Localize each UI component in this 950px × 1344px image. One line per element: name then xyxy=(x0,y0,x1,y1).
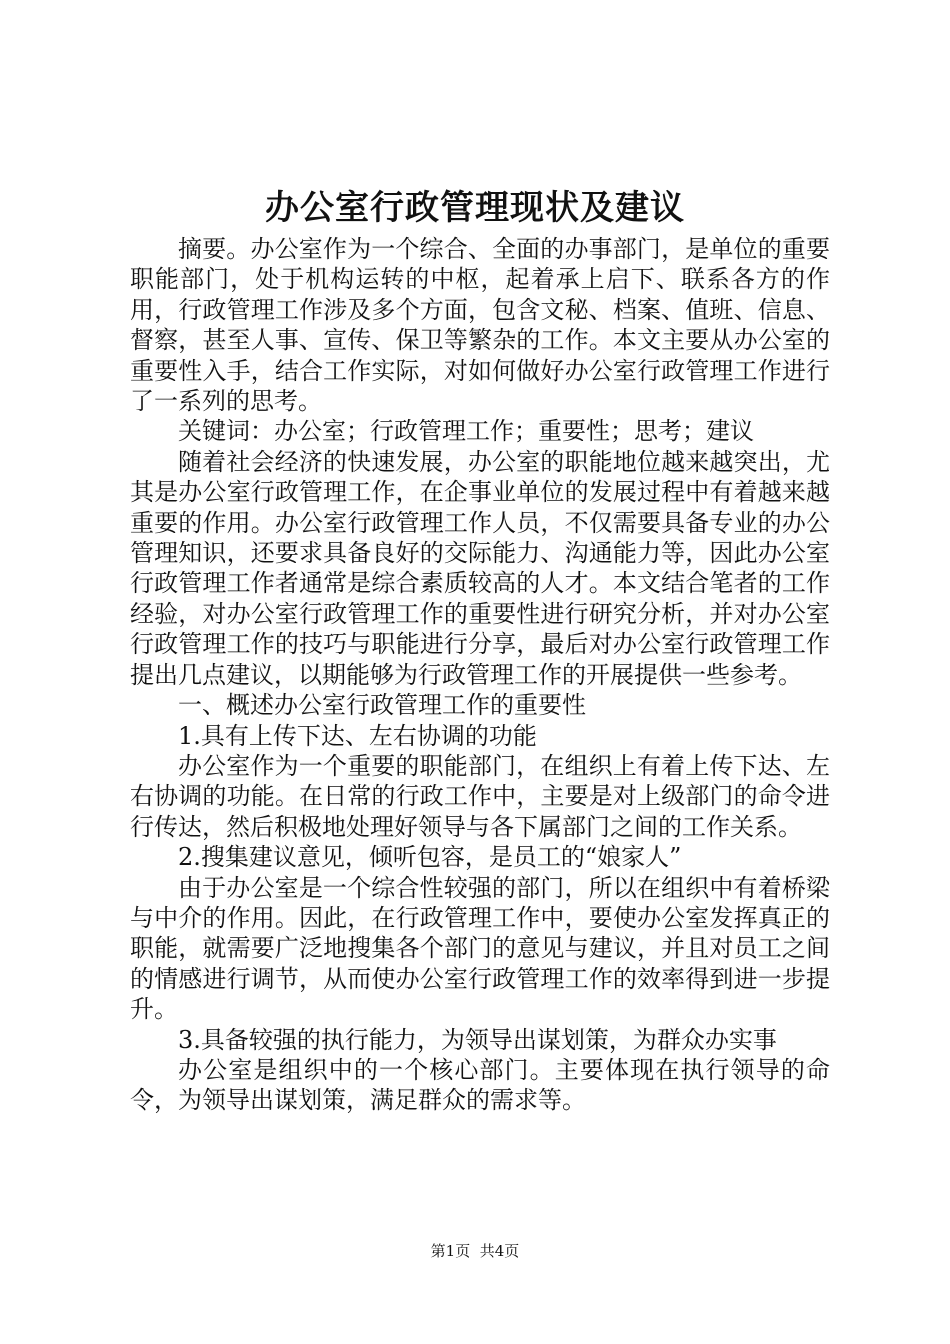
intro-paragraph: 随着社会经济的快速发展，办公室的职能地位越来越突出，尤其是办公室行政管理工作，在企事业单位的发展过程中有着越来越重要的作用。办公室行政管理工作人员，不仅需要具备专业的办公管理知识，还要求具备良好的交际能力、沟通能力等，因此办公室行政管理工作者通常是综合素质较高的人才。本文结合笔者的工作经验，对办公室行政管理工作的重要性进行研究分析，并对办公室行政管理工作的技巧与职能进行分享，最后对办公室行政管理工作提出几点建议，以期能够为行政管理工作的开展提供一些参考。 xyxy=(130,447,830,689)
page-footer xyxy=(0,1241,950,1261)
page-number: 第1页 xyxy=(430,1242,471,1260)
document-title: 办公室行政管理现状及建议 xyxy=(265,188,685,228)
body-paragraph: 办公室作为一个重要的职能部门，在组织上有着上传下达、左右协调的功能。在日常的行政工作中，主要是对上级部门的命令进行传达，然后积极地处理好领导与各下属部门之间的工作关系。 xyxy=(130,751,830,841)
document-body xyxy=(130,234,830,1116)
body-paragraph: 由于办公室是一个综合性较强的部门，所以在组织中有着桥梁与中介的作用。因此，在行政管理工作中，要使办公室发挥真正的职能，就需要广泛地搜集各个部门的意见与建议，并且对员工之间的情感进行调节，从而使办公室行政管理工作的效率得到进一步提升。 xyxy=(130,873,830,1024)
body-paragraph: 办公室是组织中的一个核心部门。主要体现在执行领导的命令，为领导出谋划策，满足群众的需求等。 xyxy=(130,1055,830,1115)
keywords-paragraph: 关键词：办公室；行政管理工作；重要性；思考；建议 xyxy=(178,417,754,446)
subsection-heading: 3.具备较强的执行能力，为领导出谋划策，为群众办实事 xyxy=(178,1025,777,1054)
section-heading: 一、概述办公室行政管理工作的重要性 xyxy=(178,691,586,720)
subsection-heading: 1.具有上传下达、左右协调的功能 xyxy=(178,721,537,750)
abstract-paragraph: 摘要。办公室作为一个综合、全面的办事部门，是单位的重要职能部门，处于机构运转的中枢，起着承上启下、联系各方的作用，行政管理工作涉及多个方面，包含文秘、档案、值班、信息、督察，甚至人事、宣传、保卫等繁杂的工作。本文主要从办公室的重要性入手，结合工作实际，对如何做好办公室行政管理工作进行了一系列的思考。 xyxy=(130,235,830,416)
subsection-heading: 2.搜集建议意见，倾听包容，是员工的“娘家人” xyxy=(178,843,682,872)
page-total: 共4页 xyxy=(479,1242,520,1260)
